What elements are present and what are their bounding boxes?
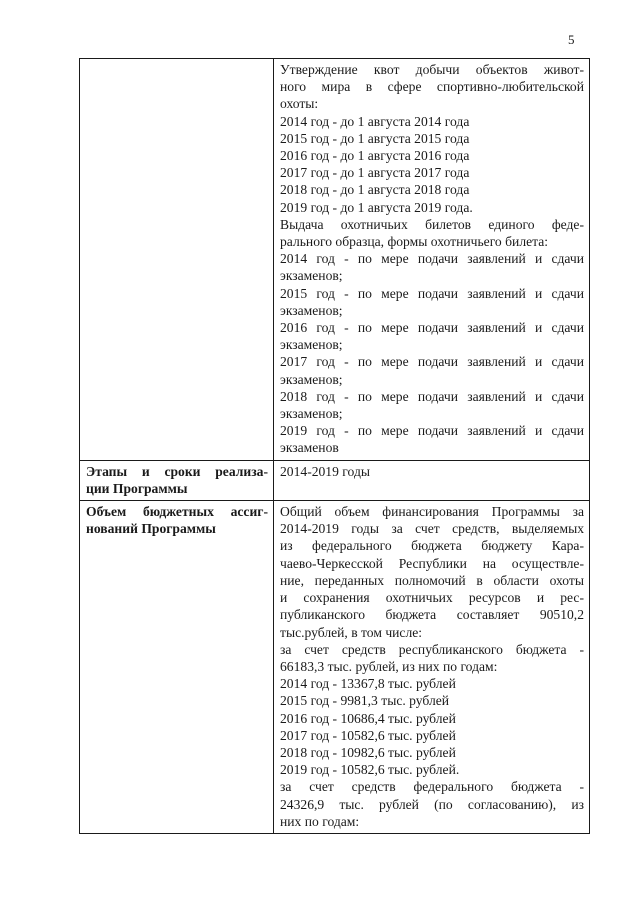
text-line: ние, переданных полномочий в области охоты: [280, 572, 584, 588]
row-label-line: нований Программы: [86, 521, 216, 537]
text-line: 2018 год - 10982,6 тыс. рублей: [280, 744, 456, 760]
text-line: из федерального бюджета бюджету Кара-: [280, 538, 584, 554]
text-line: Выдача охотничьих билетов единого феде-: [280, 216, 584, 232]
text-line: 2015 год - по мере подачи заявлений и сдачи: [280, 285, 584, 301]
text-line: охоты:: [280, 96, 319, 112]
text-line: 2019 год - по мере подачи заявлений и сдачи: [280, 423, 584, 439]
row-label-cell: [80, 501, 274, 834]
table-row-budget: [80, 501, 590, 834]
text-line: чаево-Черкесской Республики на осуществле-: [280, 555, 584, 571]
text-line: рального образца, формы охотничьего билета:: [280, 234, 549, 250]
table-row-stages: [80, 460, 590, 500]
text-line: 2018 год - по мере подачи заявлений и сдачи: [280, 388, 584, 404]
row-value-cell: [274, 501, 590, 834]
text-line: за счет средств республиканского бюджета -: [280, 641, 584, 657]
text-line: и сохранения охотничьих ресурсов и рес-: [280, 590, 584, 606]
text-line: экзаменов;: [280, 302, 343, 318]
table-row-quotas: [80, 59, 590, 461]
text-line: Общий объем финансирования Программы за: [280, 504, 584, 520]
text-line: 2014 год - до 1 августа 2014 года: [280, 113, 470, 129]
text-line: 24326,9 тыс. рублей (по согласованию), из: [280, 796, 584, 812]
row-label-cell: [80, 59, 274, 461]
text-line: 2015 год - 9981,3 тыс. рублей: [280, 693, 450, 709]
text-line: 2016 год - по мере подачи заявлений и сдачи: [280, 320, 584, 336]
text-line: экзаменов;: [280, 371, 343, 387]
row-label-line: Объем бюджетных ассиг-: [86, 504, 268, 520]
text-line: 2017 год - по мере подачи заявлений и сдачи: [280, 354, 584, 370]
text-line: 2019 год - 10582,6 тыс. рублей.: [280, 762, 460, 778]
text-line: экзаменов;: [280, 268, 343, 284]
text-line: 2018 год - до 1 августа 2018 года: [280, 182, 470, 198]
text-line: экзаменов;: [280, 406, 343, 422]
page-number: 5: [568, 32, 575, 47]
text-line: 66183,3 тыс. рублей, из них по годам:: [280, 658, 498, 674]
text-line: 2015 год - до 1 августа 2015 года: [280, 130, 470, 146]
row-value-cell: [274, 59, 590, 461]
text-line: 2014 год - 13367,8 тыс. рублей: [280, 676, 456, 692]
text-line: 2014 год - по мере подачи заявлений и сдачи: [280, 251, 584, 267]
row-value-cell: [274, 460, 590, 500]
program-passport-table: [79, 58, 590, 834]
text-line: 2016 год - 10686,4 тыс. рублей: [280, 710, 456, 726]
text-line: 2017 год - 10582,6 тыс. рублей: [280, 727, 456, 743]
text-line: 2016 год - до 1 августа 2016 года: [280, 148, 470, 164]
text-line: Утверждение квот добычи объектов живот-: [280, 62, 584, 77]
text-line: 2019 год - до 1 августа 2019 года.: [280, 199, 473, 215]
row-label-line: ции Программы: [86, 480, 188, 496]
text-line: публиканского бюджета составляет 90510,2: [280, 607, 584, 623]
text-line: тыс.рублей, в том числе:: [280, 624, 423, 640]
text-line: ного мира в сфере спортивно-любительской: [280, 79, 584, 95]
text-line: 2014-2019 годы за счет средств, выделяемых: [280, 521, 584, 537]
text-line: экзаменов;: [280, 337, 343, 353]
row-label-line: Этапы и сроки реализа-: [86, 463, 268, 479]
row-label-cell: [80, 460, 274, 500]
text-line: них по годам:: [280, 813, 360, 829]
text-line: 2014-2019 годы: [280, 463, 370, 479]
text-line: 2017 год - до 1 августа 2017 года: [280, 165, 470, 181]
text-line: за счет средств федерального бюджета -: [280, 779, 584, 795]
text-line: экзаменов: [280, 440, 339, 456]
